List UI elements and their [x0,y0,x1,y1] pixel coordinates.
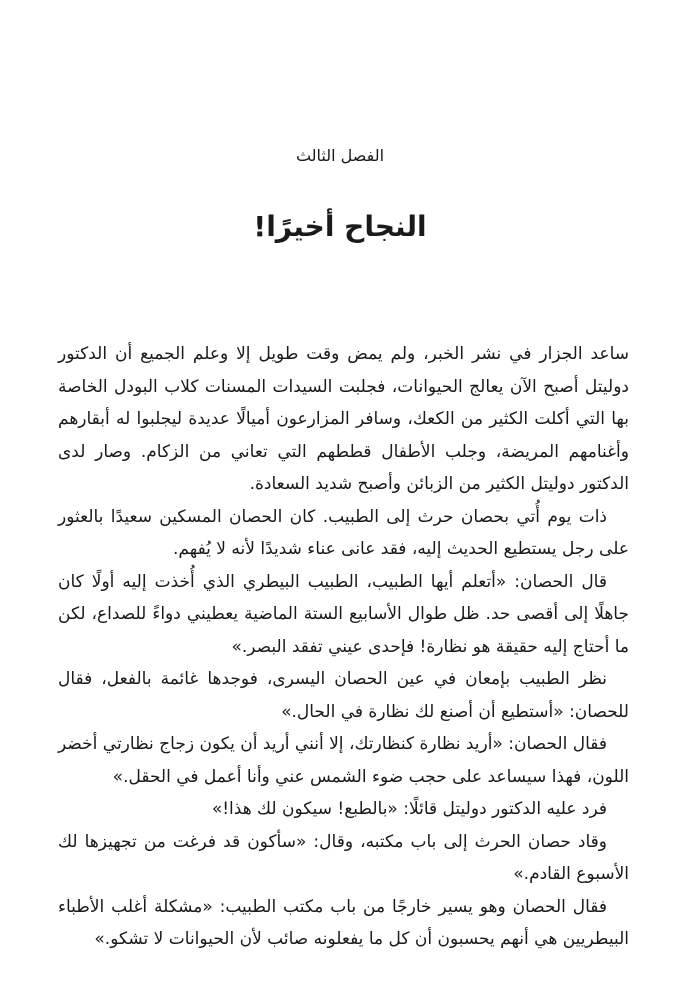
paragraph-2: ذات يوم أُتي بحصان حرث إلى الطبيب. كان الحصان المسكين سعيدًا بالعثور على رجل يستطيع الحديث إليه، فقد عانى عناء شديدًا لأنه لا يُفهم. [58,506,629,559]
paragraph-3: قال الحصان: «أتعلم أيها الطبيب، الطبيب البيطري الذي أُخذت إليه أولًا كان جاهلًا إلى أقصى حد. ظل طوال الأسابيع الستة الماضية يعطيني دواءً للصداع، لكن ما أحتاج إليه حقيقة هو نظارة! فإحدى عيني تفقد البصر.» [58,571,629,657]
paragraph-4: نظر الطبيب بإمعان في عين الحصان اليسرى، فوجدها غائمة بالفعل، فقال للحصان: «أستطيع أن أصنع لك نظارة في الحال.» [58,669,629,722]
paragraph-8: فقال الحصان وهو يسير خارجًا من باب مكتب الطبيب: «مشكلة أغلب الأطباء البيطريين هي أنهم يحسبون أن كل ما يفعلونه صائب لأن الحيوانات لا تشكو.» [58,896,629,949]
paragraph-6: فرد عليه الدكتور دوليتل قائلًا: «بالطبع! سيكون لك هذا!» [211,799,607,819]
paragraph-5: فقال الحصان: «أريد نظارة كنظارتك، إلا أنني أريد أن يكون زجاج نظارتي أخضر اللون، فهذا سيساعد على حجب ضوء الشمس عني وأنا أعمل في الحقل.» [58,734,629,787]
chapter-label: الفصل الثالث [295,146,385,165]
paragraph-1: ساعد الجزار في نشر الخبر، ولم يمض وقت طويل إلا وعلم الجميع أن الدكتور دوليتل أصبح الآن يعالج الحيوانات، فجلبت السيدات المسنات كلاب البودل الخاصة بها التي أكلت الكثير من الكعك، وسافر المزارعون أميالًا عديدة ليجلبوا له أبقارهم وأغنامهم المريضة، وجلب الأطفال قططهم التي تعاني من الزكام. وصار لدى الدكتور دوليتل الكثير من الزبائن وأصبح شديد السعادة. [58,344,629,494]
chapter-body [58,338,629,956]
paragraph-7: وقاد حصان الحرث إلى باب مكتبه، وقال: «سأكون قد فرغت من تجهيزها لك الأسبوع القادم.» [58,831,629,884]
chapter-title: النجاح أخيرًا! [253,210,427,243]
